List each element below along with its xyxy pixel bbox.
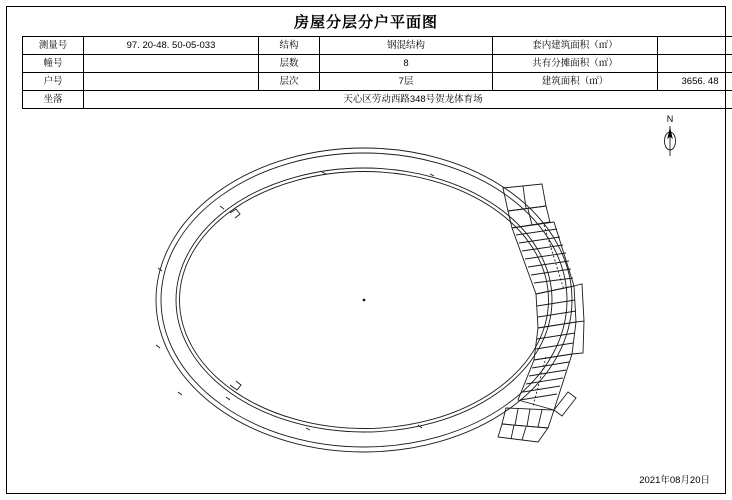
property-info-table <box>22 36 732 109</box>
table-row <box>23 55 732 73</box>
cell-label-building-no: 幢号 <box>23 55 84 73</box>
cell-value-floor-level: 7层 <box>320 73 493 91</box>
wall-notch-lower-left <box>230 381 241 390</box>
cell-value-inner-area <box>658 37 732 55</box>
cell-value-unit-no <box>84 73 259 91</box>
cell-value-building-no <box>84 55 259 73</box>
bottom-right-room-block <box>498 408 554 442</box>
cell-label-floor-count: 层数 <box>259 55 320 73</box>
compass-needle-icon <box>652 124 688 158</box>
cell-value-structure: 钢混结构 <box>320 37 493 55</box>
cell-label-address: 坐落 <box>23 91 84 109</box>
date-stamp: 2021年08月20日 <box>639 475 710 486</box>
right-entrance-wall <box>572 284 584 354</box>
compass-rose <box>652 114 688 158</box>
compass-north-label: N <box>666 114 674 124</box>
table-row <box>23 37 732 55</box>
page-title: 房屋分层分户平面图 <box>293 14 438 31</box>
cell-value-building-area: 3656. 48 <box>658 73 732 91</box>
cell-value-address: 天心区劳动西路348号贺龙体育场 <box>84 91 732 109</box>
cell-label-building-area: 建筑面积（㎡） <box>493 73 658 91</box>
cell-label-floor-level: 层次 <box>259 73 320 91</box>
cell-label-measure-no: 测量号 <box>23 37 84 55</box>
cell-value-shared-area <box>658 55 732 73</box>
lower-right-platform <box>554 392 576 416</box>
table-row <box>23 73 732 91</box>
lower-right-stair-bank <box>518 354 572 410</box>
cell-value-measure-no: 97. 20-48. 50-05-033 <box>84 37 259 55</box>
cell-label-inner-area: 套内建筑面积（㎡） <box>493 37 658 55</box>
plan-center-mark <box>363 299 366 302</box>
upper-right-room-block <box>503 184 550 228</box>
cell-label-unit-no: 户号 <box>23 73 84 91</box>
cell-label-structure: 结构 <box>259 37 320 55</box>
table-row <box>23 91 732 109</box>
stadium-plan-svg <box>6 110 726 494</box>
cell-value-floor-count: 8 <box>320 55 493 73</box>
cell-label-shared-area: 共有分摊面积（㎡） <box>493 55 658 73</box>
floor-plan-drawing <box>6 110 726 494</box>
